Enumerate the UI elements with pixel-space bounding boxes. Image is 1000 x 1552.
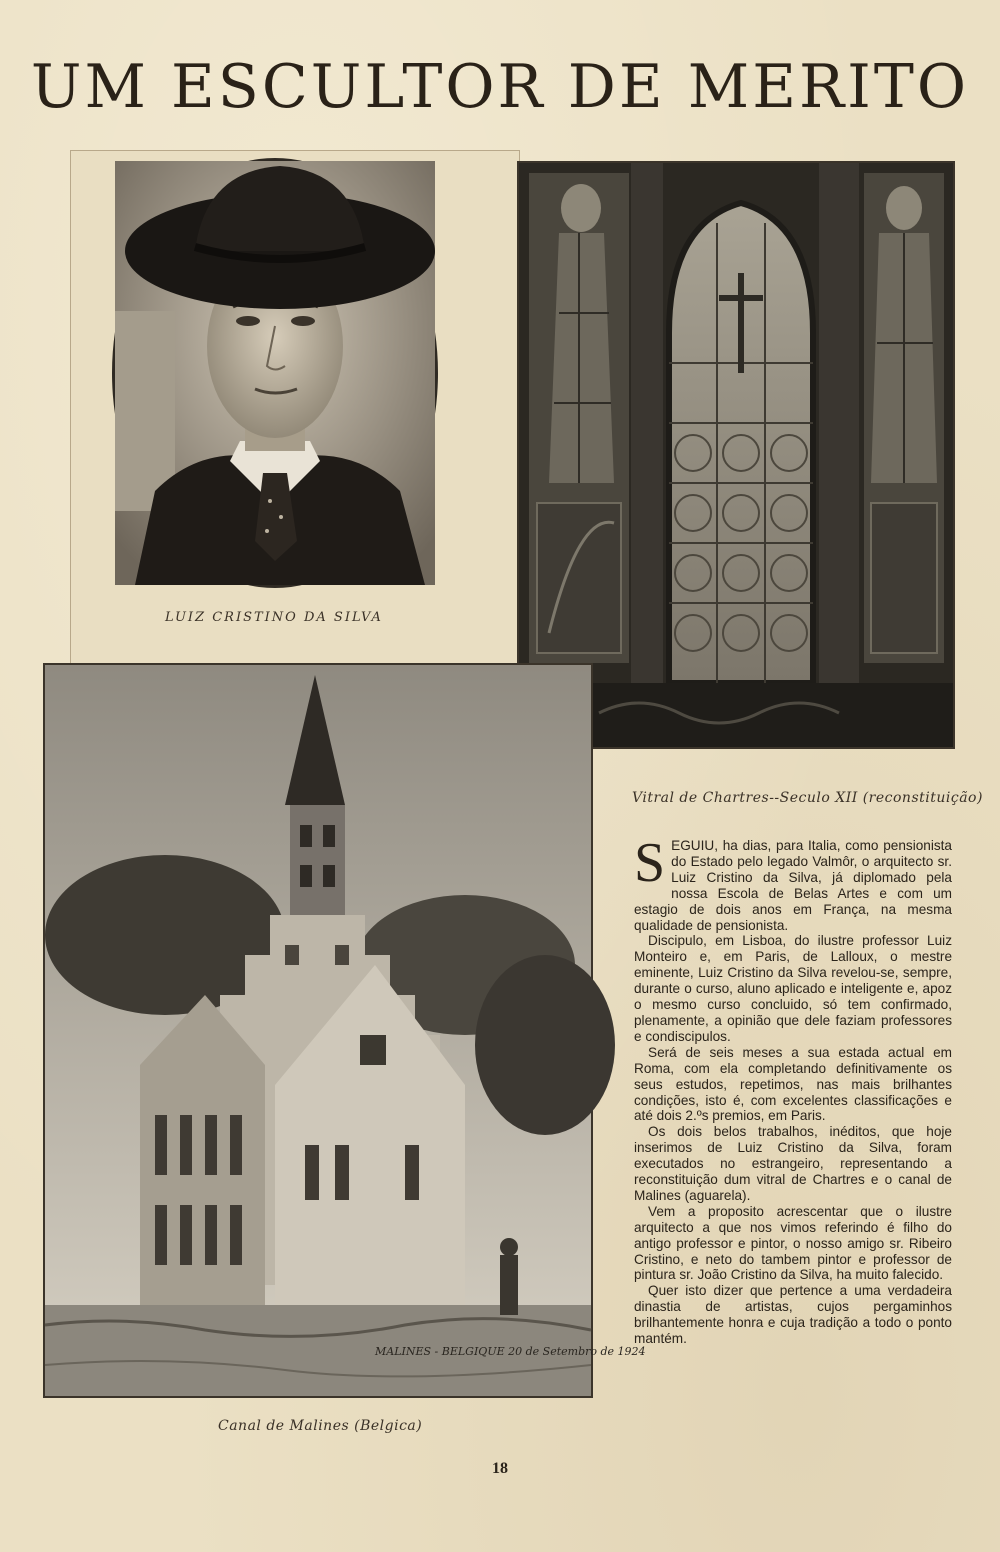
page-title: UM ESCULTOR DE MERITO (30, 52, 970, 122)
article-body (634, 832, 952, 1347)
article-paragraph-2: Discipulo, em Lisboa, do ilustre professor Luiz Monteiro e, em Paris, de Lalloux, o mestre eminente, Luiz Cristino da Silva revelou-se, sempre, durante o curso, aluno aplicado e inteligente e, apoz o mesmo curso concluido, só tem confirmado, plenamente, a opinião que dele faziam professores e condiscipulos. (634, 933, 952, 1044)
portrait-illustration (115, 161, 435, 585)
article-paragraph-1-text: EGUIU, ha dias, para Italia, como pensionista do Estado pelo legado Valmôr, o arquitecto sr. Luiz Cristino da Silva, já diplomado pela nossa Escola de Belas Artes e com um estagio de dois anos em França, na mesma qualidade de pensionista. (634, 838, 952, 933)
page-number: 18 (492, 1460, 508, 1477)
canal-illustration (45, 665, 646, 1396)
article-paragraph-5: Vem a proposito acrescentar que o ilustre arquitecto a que nos vimos referindo é filho do antigo professor e pintor, o nosso amigo sr. Ribeiro Cristino, e neto do tambem pintor e professor de pintura sr. João Cristino da Silva, ha muito falecido. (634, 1203, 952, 1283)
canal-caption: Canal de Malines (Belgica) (218, 1418, 423, 1434)
article-paragraph-1 (634, 832, 952, 933)
article-paragraph-6: Quer isto dizer que pertence a uma verdadeira dinastia de artistas, cujos pergaminhos brilhantemente honra e cuja tradição a todo o ponto mantém. (634, 1283, 952, 1347)
portrait-caption: LUIZ CRISTINO DA SILVA (165, 610, 383, 625)
portrait-photo (112, 158, 438, 588)
article-paragraph-3: Será de seis meses a sua estada actual em Roma, com ela completando definitivamente os seus estudos, repetimos, nas mais brilhantes condições, isto é, com excelentes classificações e até dois 2.ºs premios, em Paris. (634, 1044, 952, 1124)
canal-watercolor (43, 663, 646, 1398)
drop-cap: S (634, 832, 666, 894)
canal-inscription: MALINES - BELGIQUE 20 de Setembro de 1924 (375, 1345, 646, 1358)
stained-glass-caption: Vitral de Chartres--Seculo XII (reconstituição) (632, 790, 983, 806)
stained-glass-illustration (519, 163, 953, 747)
article-paragraph-4: Os dois belos trabalhos, inéditos, que hoje inserimos de Luiz Cristino da Silva, foram executados no estrangeiro, representando a reconstituição dum vitral de Chartres e o canal de Malines (aguarela). (634, 1124, 952, 1203)
stained-glass-photo (517, 161, 955, 749)
